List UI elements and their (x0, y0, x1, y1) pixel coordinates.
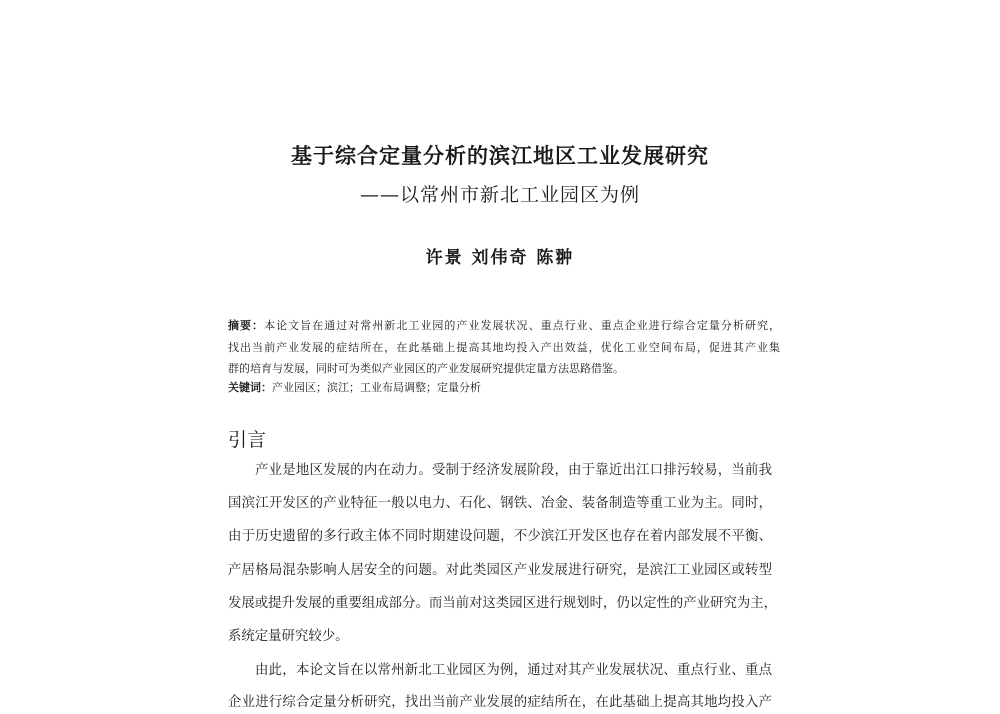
body-line: 产居格局混杂影响人居安全的问题。对此类园区产业发展进行研究，是滨江工业园区或转型 (228, 563, 772, 578)
body-line: 由于历史遗留的多行政主体不同时期建设问题，不少滨江开发区也存在着内部发展不平衡、 (228, 529, 772, 544)
body-line: 由此，本论文旨在以常州新北工业园区为例，通过对其产业发展状况、重点行业、重点 (255, 663, 772, 678)
authors: 许景 刘伟奇 陈翀 (425, 248, 575, 268)
keywords (228, 381, 780, 395)
body-line: 产业是地区发展的内在动力。受制于经济发展阶段，由于靠近出江口排污较易，当前我 (255, 463, 772, 478)
section-heading: 引言 (228, 429, 267, 451)
body-line: 发展或提升发展的重要组成部分。而当前对这类园区进行规划时，仍以定性的产业研究为主， (228, 596, 778, 611)
abstract-line-2: 找出当前产业发展的症结所在，在此基础上提高其地均投入产出效益，优化工业空间布局，促进其产业集 (228, 341, 780, 354)
keywords-text: 产业园区；滨江；工业布局调整；定量分析 (272, 381, 481, 394)
paper-title: 基于综合定量分析的滨江地区工业发展研究 (291, 144, 709, 168)
abstract-label: 摘要： (228, 319, 265, 332)
keywords-label: 关键词： (228, 381, 272, 394)
body-line: 国滨江开发区的产业特征一般以电力、石化、钢铁、冶金、装备制造等重工业为主。同时， (228, 496, 772, 511)
abstract-line-3: 群的培育与发展，同时可为类似产业园区的产业发展研究提供定量方法思路借鉴。 (228, 362, 624, 375)
abstract-line-1: 摘要：本论文旨在通过对常州新北工业园的产业发展状况、重点行业、重点企业进行综合定量分析研究， (228, 319, 781, 332)
paper-subtitle: ——以常州市新北工业园区为例 (359, 184, 640, 206)
body-line: 系统定量研究较少。 (228, 629, 349, 644)
body-line: 企业进行综合定量分析研究，找出当前产业发展的症结所在，在此基础上提高其地均投入产 (228, 695, 772, 710)
